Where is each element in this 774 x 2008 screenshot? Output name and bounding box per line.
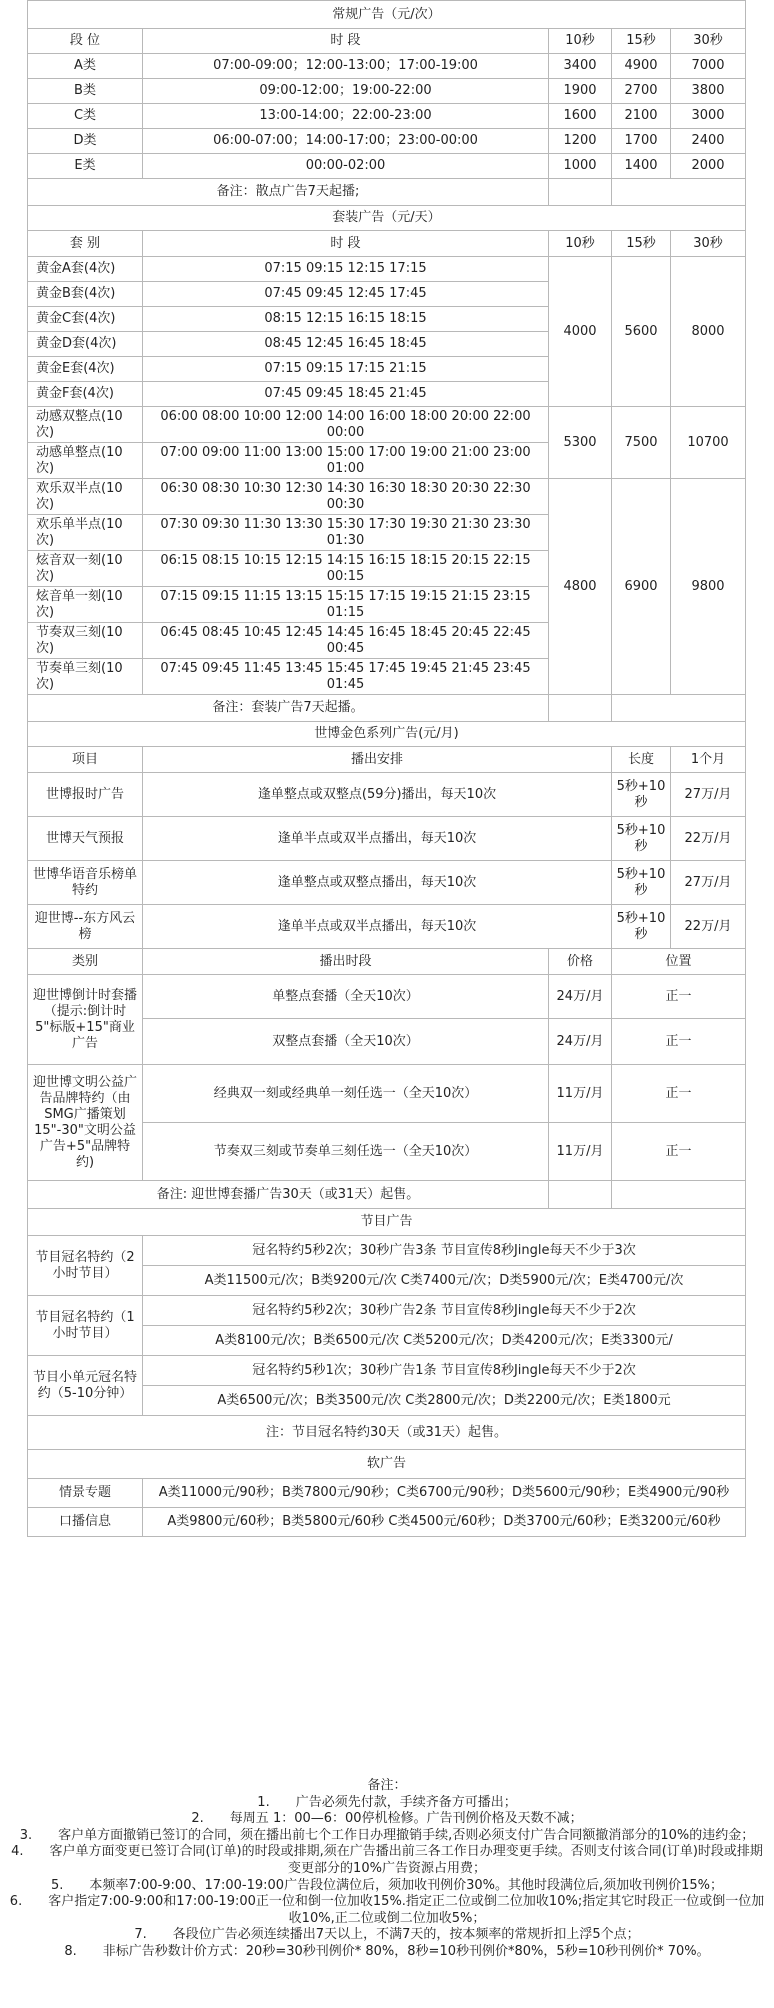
expo-category: 迎世博文明公益广告品牌特约（由SMG广播策划15"-30"文明公益广告+5"品牌特约)	[28, 1065, 143, 1181]
column-header: 30秒	[671, 231, 746, 257]
package-times: 07:45 09:45 11:45 13:45 15:45 17:45 19:45 21:45 23:45 01:45	[143, 659, 549, 695]
soft-prices: A类9800元/60秒；B类5800元/60秒 C类4500元/60秒；D类3700元/60秒；E类3200元/60秒	[143, 1508, 746, 1537]
package-times: 07:00 09:00 11:00 13:00 15:00 17:00 19:00 21:00 23:00 01:00	[143, 443, 549, 479]
program-note-row	[28, 1416, 746, 1450]
price-10s: 1900	[549, 79, 612, 104]
package-header-row	[28, 231, 746, 257]
package-name: 欢乐单半点(10次)	[28, 515, 143, 551]
soft-prices: A类11000元/90秒；B类7800元/90秒；C类6700元/90秒；D类5600元/90秒；E类4900元/90秒	[143, 1479, 746, 1508]
package-times: 07:15 09:15 12:15 17:15	[143, 257, 549, 282]
price-10s: 3400	[549, 54, 612, 79]
expo-schedule: 逢单半点或双半点播出，每天10次	[143, 817, 612, 861]
empty-cell	[612, 179, 746, 206]
program-row	[28, 1356, 746, 1386]
program-terms: 冠名特约5秒2次；30秒广告2条 节目宣传8秒Jingle每天不少于2次	[143, 1296, 746, 1326]
program-prices: A类11500元/次；B类9200元/次 C类7400元/次；D类5900元/次；E类4700元/次	[143, 1266, 746, 1296]
soft-type: 情景专题	[28, 1479, 143, 1508]
package-name: 炫音单一刻(10次)	[28, 587, 143, 623]
program-prices: A类8100元/次；B类6500元/次 C类5200元/次；D类4200元/次；E类3300元/	[143, 1326, 746, 1356]
package-name: 炫音双一刻(10次)	[28, 551, 143, 587]
package-name: 黄金B套(4次)	[28, 282, 143, 307]
soft-row	[28, 1508, 746, 1537]
expo-price: 11万/月	[549, 1065, 612, 1123]
package-times: 06:45 08:45 10:45 12:45 14:45 16:45 18:45 20:45 22:45 00:45	[143, 623, 549, 659]
column-header: 类别	[28, 949, 143, 975]
soft-type: 口播信息	[28, 1508, 143, 1537]
price-30s: 2400	[671, 129, 746, 154]
expo-slot: 单整点套播（全天10次）	[143, 975, 549, 1019]
expo-position: 正一	[612, 975, 746, 1019]
expo-position: 正一	[612, 1065, 746, 1123]
package-name: 节奏单三刻(10次)	[28, 659, 143, 695]
expo-row	[28, 905, 746, 949]
price-30s: 8000	[671, 257, 746, 407]
column-header: 价格	[549, 949, 612, 975]
package-name: 动感单整点(10次)	[28, 443, 143, 479]
expo-row	[28, 773, 746, 817]
price-10s: 4000	[549, 257, 612, 407]
expo-item: 世博报时广告	[28, 773, 143, 817]
segment-class: B类	[28, 79, 143, 104]
empty-cell	[612, 695, 746, 722]
program-name: 节目小单元冠名特约（5-10分钟）	[28, 1356, 143, 1416]
expo-item: 世博天气预报	[28, 817, 143, 861]
expo-slot: 节奏双三刻或节奏单三刻任选一（全天10次）	[143, 1123, 549, 1181]
package-name: 黄金E套(4次)	[28, 357, 143, 382]
package-name: 黄金D套(4次)	[28, 332, 143, 357]
note-line: 3. 客户单方面撤销已签订的合同，须在播出前七个工作日办理撤销手续,否则必须支付广告合同额撤消部分的10%的违约金；	[19, 1827, 755, 1843]
package-times: 06:30 08:30 10:30 12:30 14:30 16:30 18:30 20:30 22:30 00:30	[143, 479, 549, 515]
price-30s: 10700	[671, 407, 746, 479]
package-name: 黄金C套(4次)	[28, 307, 143, 332]
expo-item: 迎世博--东方风云榜	[28, 905, 143, 949]
note-line: 4. 客户单方面变更已签订合同(订单)的时段或排期,须在广告播出前三各工作日办理变更手续。否则支付该合同(订单)时段或排期变更部分的10%广告资源占用费；	[11, 1844, 763, 1876]
expo-slot: 经典双一刻或经典单一刻任选一（全天10次）	[143, 1065, 549, 1123]
regular-header-row	[28, 29, 746, 54]
price-30s: 7000	[671, 54, 746, 79]
soft-title-row	[28, 1450, 746, 1479]
empty-cell	[612, 1181, 746, 1209]
column-header: 播出安排	[143, 747, 612, 773]
expo-package-row	[28, 975, 746, 1019]
package-note: 备注：套装广告7天起播。	[28, 695, 549, 722]
expo-position: 正一	[612, 1123, 746, 1181]
package-name: 黄金F套(4次)	[28, 382, 143, 407]
notes-title: 备注：	[367, 1778, 407, 1793]
package-times: 07:15 09:15 17:15 21:15	[143, 357, 549, 382]
column-header: 位置	[612, 949, 746, 975]
price-10s: 1200	[549, 129, 612, 154]
column-header: 15秒	[612, 231, 671, 257]
regular-section-title: 常规广告（元/次）	[28, 1, 746, 29]
price-10s: 1000	[549, 154, 612, 179]
program-row	[28, 1236, 746, 1266]
package-name: 节奏双三刻(10次)	[28, 623, 143, 659]
regular-row	[28, 79, 746, 104]
price-30s: 2000	[671, 154, 746, 179]
regular-note-row	[28, 179, 746, 206]
segment-class: C类	[28, 104, 143, 129]
package-times: 07:45 09:45 12:45 17:45	[143, 282, 549, 307]
column-header: 时 段	[143, 29, 549, 54]
package-section-title: 套装广告（元/天）	[28, 206, 746, 231]
expo-category: 迎世博倒计时套播（提示:倒计时5"标版+15"商业广告	[28, 975, 143, 1065]
program-prices: A类6500元/次；B类3500元/次 C类2800元/次；D类2200元/次；E类1800元	[143, 1386, 746, 1416]
column-header: 30秒	[671, 29, 746, 54]
expo-price: 11万/月	[549, 1123, 612, 1181]
rate-card-table	[27, 0, 746, 1537]
expo-price: 27万/月	[671, 773, 746, 817]
expo-header2-row	[28, 949, 746, 975]
price-15s: 1700	[612, 129, 671, 154]
column-header: 10秒	[549, 231, 612, 257]
package-row	[28, 479, 746, 515]
expo-item: 世博华语音乐榜单特约	[28, 861, 143, 905]
price-15s: 1400	[612, 154, 671, 179]
program-row	[28, 1296, 746, 1326]
notes-section	[0, 1778, 774, 1961]
package-row	[28, 257, 746, 282]
note-line: 5. 本频率7:00-9:00、17:00-19:00广告段位满位后，须加收刊例价30%。其他时段满位后,须加收刊例价15%；	[50, 1877, 724, 1893]
expo-length: 5秒+10秒	[612, 773, 671, 817]
program-section-title: 节目广告	[28, 1209, 746, 1236]
column-header: 15秒	[612, 29, 671, 54]
expo-price: 24万/月	[549, 1019, 612, 1065]
segment-class: A类	[28, 54, 143, 79]
package-row	[28, 407, 746, 443]
price-15s: 7500	[612, 407, 671, 479]
expo-length: 5秒+10秒	[612, 905, 671, 949]
price-10s: 1600	[549, 104, 612, 129]
expo-position: 正一	[612, 1019, 746, 1065]
expo-schedule: 逢单整点或双整点播出，每天10次	[143, 861, 612, 905]
column-header: 长度	[612, 747, 671, 773]
package-times: 08:45 12:45 16:45 18:45	[143, 332, 549, 357]
package-title-row	[28, 206, 746, 231]
expo-section-title: 世博金色系列广告(元/月)	[28, 722, 746, 747]
price-15s: 6900	[612, 479, 671, 695]
expo-price: 22万/月	[671, 905, 746, 949]
time-slot: 06:00-07:00；14:00-17:00；23:00-00:00	[143, 129, 549, 154]
package-times: 07:45 09:45 18:45 21:45	[143, 382, 549, 407]
package-times: 07:30 09:30 11:30 13:30 15:30 17:30 19:30 21:30 23:30 01:30	[143, 515, 549, 551]
column-header: 项目	[28, 747, 143, 773]
time-slot: 09:00-12:00；19:00-22:00	[143, 79, 549, 104]
package-note-row	[28, 695, 746, 722]
price-30s: 3000	[671, 104, 746, 129]
program-terms: 冠名特约5秒2次；30秒广告3条 节目宣传8秒Jingle每天不少于3次	[143, 1236, 746, 1266]
regular-row	[28, 104, 746, 129]
expo-package-row	[28, 1065, 746, 1123]
package-name: 动感双整点(10次)	[28, 407, 143, 443]
regular-row	[28, 154, 746, 179]
program-name: 节目冠名特约（2小时节目）	[28, 1236, 143, 1296]
expo-price: 24万/月	[549, 975, 612, 1019]
regular-row	[28, 54, 746, 79]
expo-price: 22万/月	[671, 817, 746, 861]
column-header: 10秒	[549, 29, 612, 54]
expo-note-row	[28, 1181, 746, 1209]
price-10s: 4800	[549, 479, 612, 695]
expo-header-row	[28, 747, 746, 773]
expo-schedule: 逢单整点或双整点(59分)播出，每天10次	[143, 773, 612, 817]
expo-note: 备注: 迎世博套播广告30天（或31天）起售。	[28, 1181, 549, 1209]
time-slot: 07:00-09:00；12:00-13:00；17:00-19:00	[143, 54, 549, 79]
segment-class: D类	[28, 129, 143, 154]
expo-price: 27万/月	[671, 861, 746, 905]
price-15s: 2100	[612, 104, 671, 129]
column-header: 时 段	[143, 231, 549, 257]
package-times: 06:15 08:15 10:15 12:15 14:15 16:15 18:15 20:15 22:15 00:15	[143, 551, 549, 587]
expo-row	[28, 817, 746, 861]
column-header: 1个月	[671, 747, 746, 773]
price-15s: 4900	[612, 54, 671, 79]
program-name: 节目冠名特约（1小时节目）	[28, 1296, 143, 1356]
price-15s: 5600	[612, 257, 671, 407]
price-10s: 5300	[549, 407, 612, 479]
column-header: 播出时段	[143, 949, 549, 975]
regular-row	[28, 129, 746, 154]
soft-row	[28, 1479, 746, 1508]
soft-section-title: 软广告	[28, 1450, 746, 1479]
expo-length: 5秒+10秒	[612, 817, 671, 861]
package-times: 08:15 12:15 16:15 18:15	[143, 307, 549, 332]
empty-cell	[549, 695, 612, 722]
note-line: 7. 各段位广告必须连续播出7天以上，不满7天的，按本频率的常规折扣上浮5个点；	[134, 1927, 640, 1943]
expo-length: 5秒+10秒	[612, 861, 671, 905]
time-slot: 00:00-02:00	[143, 154, 549, 179]
program-title-row	[28, 1209, 746, 1236]
expo-slot: 双整点套播（全天10次）	[143, 1019, 549, 1065]
empty-cell	[549, 1181, 612, 1209]
package-times: 07:15 09:15 11:15 13:15 15:15 17:15 19:15 21:15 23:15 01:15	[143, 587, 549, 623]
empty-cell	[549, 179, 612, 206]
note-line: 8. 非标广告秒数计价方式：20秒=30秒刊例价* 80%，8秒=10秒刊例价*80%，5秒=10秒刊例价* 70%。	[64, 1943, 710, 1959]
package-name: 欢乐双半点(10次)	[28, 479, 143, 515]
package-name: 黄金A套(4次)	[28, 257, 143, 282]
rate-card-body	[28, 1, 746, 1537]
regular-title-row	[28, 1, 746, 29]
note-line: 1. 广告必须先付款，手续齐备方可播出；	[257, 1794, 517, 1810]
regular-note: 备注：散点广告7天起播;	[28, 179, 549, 206]
note-line: 6. 客户指定7:00-9:00和17:00-19:00正一位和倒一位加收15%.指定正二位或倒二位加收10%;指定其它时段正一位或倒一位加收10%,正二位或倒二位加收5%；	[9, 1894, 765, 1926]
note-line: 2. 每周五 1：00—6：00停机检修。广告刊例价格及天数不减；	[191, 1811, 583, 1827]
expo-title-row	[28, 722, 746, 747]
program-note: 注：节目冠名特约30天（或31天）起售。	[28, 1416, 746, 1450]
expo-row	[28, 861, 746, 905]
column-header: 套 别	[28, 231, 143, 257]
segment-class: E类	[28, 154, 143, 179]
price-30s: 9800	[671, 479, 746, 695]
column-header: 段 位	[28, 29, 143, 54]
expo-schedule: 逢单半点或双半点播出，每天10次	[143, 905, 612, 949]
package-times: 06:00 08:00 10:00 12:00 14:00 16:00 18:00 20:00 22:00 00:00	[143, 407, 549, 443]
price-15s: 2700	[612, 79, 671, 104]
time-slot: 13:00-14:00；22:00-23:00	[143, 104, 549, 129]
price-30s: 3800	[671, 79, 746, 104]
program-terms: 冠名特约5秒1次；30秒广告1条 节目宣传8秒Jingle每天不少于2次	[143, 1356, 746, 1386]
